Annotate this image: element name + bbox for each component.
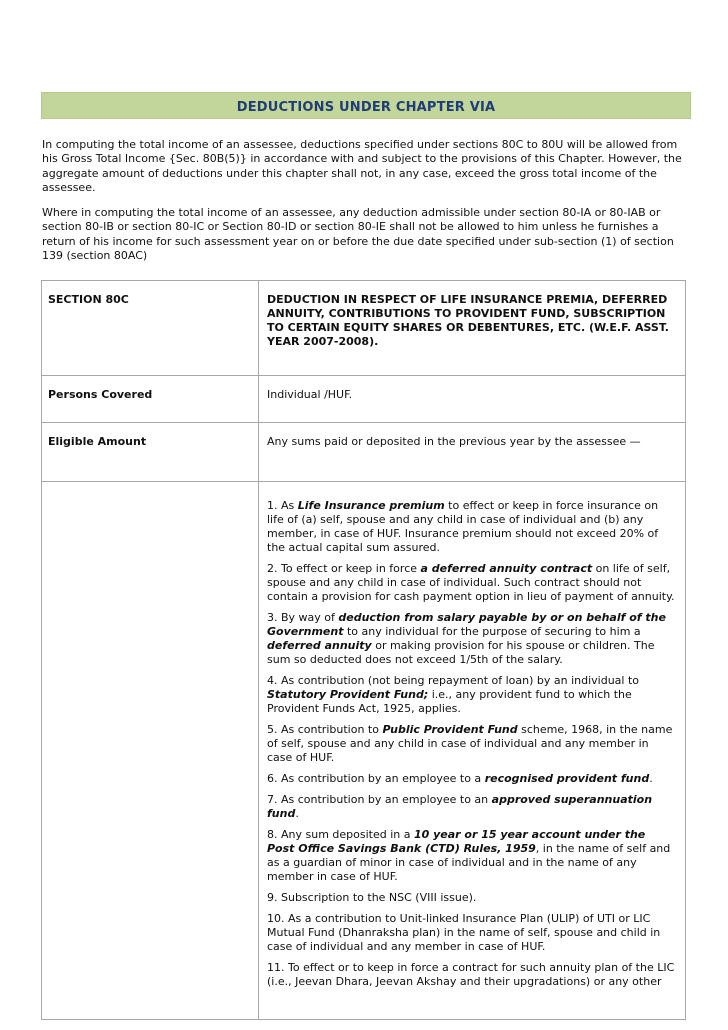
chapter-title: DEDUCTIONS UNDER CHAPTER VIA	[236, 100, 496, 115]
eligible-amount-label: Eligible Amount	[42, 423, 259, 482]
empty-cell	[42, 482, 259, 1020]
intro-paragraph-1: In computing the total income of an assessee, deductions specified under sections 80C to 80U will be allowed from his Gross Total Income {Sec. 80B(5)} in accordance with and subject to the provisions of this Chapter. However, the aggregate amount of deductions under this chapter shall not, in any case, exceed the gross total income of the assessee.	[42, 138, 682, 194]
persons-covered-label: Persons Covered	[42, 376, 259, 423]
list-item: 6. As contribution by an employee to a recognised provident fund.	[267, 772, 653, 785]
eligible-items-cell	[259, 482, 686, 1020]
list-item: 11. To effect or to keep in force a contract for such annuity plan of the LIC (i.e., Jeevan Dhara, Jeevan Akshay and their upgradations) or any other	[267, 961, 675, 988]
list-item: 8. Any sum deposited in a 10 year or 15 year account under the Post Office Savings Bank (CTD) Rules, 1959, in the name of self and as a guardian of minor in case of individual and in the name of any member in case of HUF.	[267, 828, 671, 883]
section-label: SECTION 80C	[42, 281, 259, 376]
persons-covered-value: Individual /HUF.	[259, 376, 686, 423]
list-item: 2. To effect or keep in force a deferred annuity contract on life of self, spouse and any child in case of individual. Such contract should not contain a provision for cash payment option in lieu of payment of annuity.	[267, 562, 675, 603]
table-row-eligible-items	[42, 482, 686, 1020]
section-80c-table	[41, 280, 686, 1020]
table-row-eligible-amount	[42, 423, 686, 482]
list-item: 1. As Life Insurance premium to effect or keep in force insurance on life of (a) self, spouse and any child in case of individual and (b) any member, in case of HUF. Insurance premium should not exceed 20% of the actual capital sum assured.	[267, 499, 659, 554]
list-item: 9. Subscription to the NSC (VIII issue).	[267, 891, 477, 904]
table-row-section	[42, 281, 686, 376]
section-title: DEDUCTION IN RESPECT OF LIFE INSURANCE PREMIA, DEFERRED ANNUITY, CONTRIBUTIONS TO PROVIDENT FUND, SUBSCRIPTION TO CERTAIN EQUITY SHARES OR DEBENTURES, ETC. (W.E.F. ASST. YEAR 2007-2008).	[259, 281, 686, 376]
list-item: 4. As contribution (not being repayment of loan) by an individual to Statutory Provident Fund; i.e., any provident fund to which the Provident Funds Act, 1925, applies.	[267, 674, 640, 715]
list-item: 5. As contribution to Public Provident Fund scheme, 1968, in the name of self, spouse and any child in case of individual and any member in case of HUF.	[267, 723, 673, 764]
list-item: 7. As contribution by an employee to an approved superannuation fund.	[267, 793, 653, 820]
table-row-persons-covered	[42, 376, 686, 423]
eligible-amount-value: Any sums paid or deposited in the previous year by the assessee —	[259, 423, 686, 482]
list-item: 10. As a contribution to Unit-linked Insurance Plan (ULIP) of UTI or LIC Mutual Fund (Dhanraksha plan) in the name of self, spouse and child in case of individual and any member in case of HUF.	[267, 912, 661, 953]
chapter-title-bar	[41, 92, 691, 119]
list-item: 3. By way of deduction from salary payable by or on behalf of the Government to any individual for the purpose of securing to him a deferred annuity or making provision for his spouse or children. The sum so deducted does not exceed 1/5th of the salary.	[267, 611, 666, 666]
intro-text	[42, 138, 692, 274]
intro-paragraph-2: Where in computing the total income of an assessee, any deduction admissible under section 80-IA or 80-IAB or section 80-IB or section 80-IC or Section 80-ID or section 80-IE shall not be allowed to him unless he furnishes a return of his income for such assessment year on or before the due date specified under sub-section (1) of section 139 (section 80AC)	[42, 206, 674, 263]
